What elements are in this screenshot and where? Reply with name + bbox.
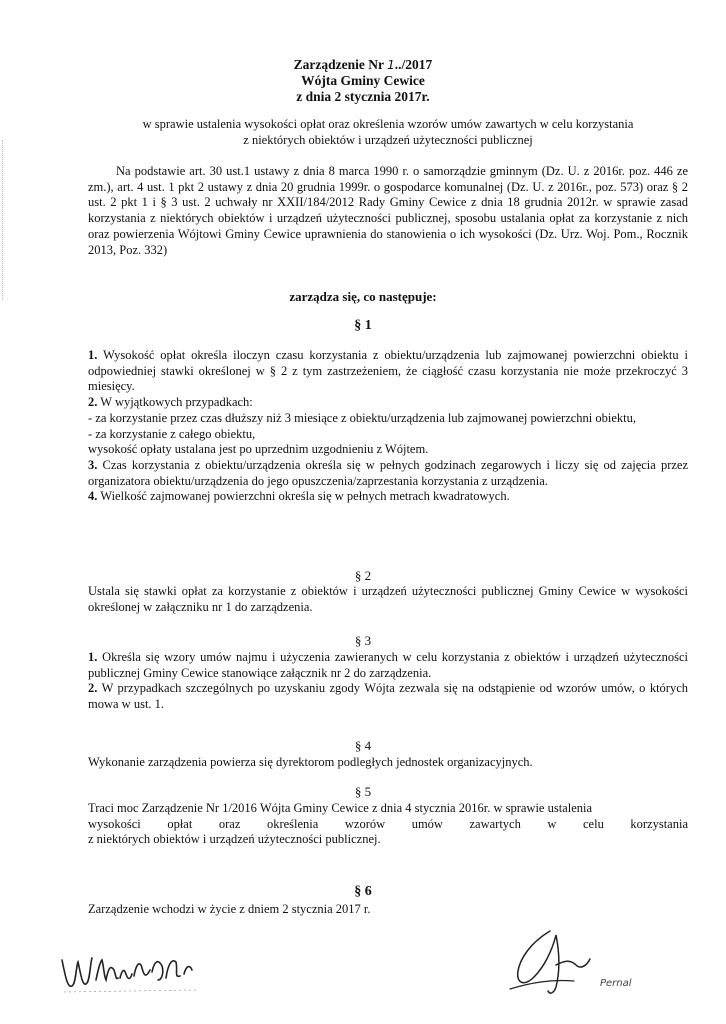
section-1-body [88,348,688,505]
subject-line-1: w sprawie ustalenia wysokości opłat oraz określenia wzorów umów zawartych w celu korzystania [142,117,634,131]
preamble-paragraph: Na podstawie art. 30 ust.1 ustawy z dnia 8 marca 1990 r. o samorządzie gminnym (Dz. U. z 2016r. poz. 446 ze zm.), art. 4 ust. 1 pkt 2 ustawy z dnia 20 grudnia 1999r. o gospodarce komunalnej (Dz. U. z 2016r., poz. 573) oraz § 2 ust. 2 pkt 1 i § 3 ust. 2 uchwały nr XXII/184/2012 Rady Gminy Cewice z dnia 18 grudnia 2012r. w sprawie zasad korzystania z niektórych obiektów i urządzeń użyteczności publicznej, sposobu ustalania opłat za korzystanie z nich oraz powierzenia Wójtowi Gminy Cewice uprawnienia do stanowienia o ich wysokości (Dz. Urz. Woj. Pom., Rocznik 2013, Poz. 332) [88,164,688,257]
title-number-handwritten: 1 [387,58,395,72]
section-3-point-2: 2. W przypadkach szczególnych po uzyskaniu zgody Wójta zezwala się na odstąpienie od wzorów umów, o których mowa w ust. 1. [88,681,688,712]
section-5-heading: § 5 [354,784,372,799]
ordering-phrase: zarządza się, co następuje: [289,289,437,304]
section-1-point-4: 4. Wielkość zajmowanej powierzchni określa się w pełnych metrach kwadratowych. [88,489,510,504]
section-5-line-3: z niektórych obiektów i urządzeń użyteczności publicznej. [88,832,381,847]
title-prefix: Zarządzenie Nr [293,57,388,72]
section-5-line-1: Traci moc Zarządzenie Nr 1/2016 Wójta Gminy Cewice z dnia 4 stycznia 2016r. w sprawie ustalenia [88,801,593,815]
section-1-point-2: 2. W wyjątkowych przypadkach: [88,395,253,410]
section-2-body: Ustala się stawki opłat za korzystanie z obiektów i urządzeń użyteczności publicznej Gminy Cewice w wysokości określonej w załączniku nr 1 do zarządzenia. [88,584,688,614]
section-1-heading: § 1 [354,318,372,333]
left-signature [58,940,208,1000]
document-title [0,57,726,73]
document-authority: Wójta Gminy Cewice [301,73,425,88]
section-3-heading: § 3 [354,633,372,648]
document-date: z dnia 2 stycznia 2017r. [296,89,430,104]
section-3-point-1: 1. Określa się wzory umów najmu i użyczenia zawieranych w celu korzystania z obiektów i urządzeń użyteczności publicznej Gminy Cewice stanowiące załącznik nr 2 do zarządzenia. [88,650,688,680]
section-4-body: Wykonanie zarządzenia powierza się dyrektorom podległych jednostek organizacyjnych. [88,755,533,769]
section-1-point-3: 3. Czas korzystania z obiektu/urządzenia określa się w pełnych godzinach zegarowych i liczy się od zajęcia przez organizatora obiektu/urządzenia do jego opuszczenia/zaprzestania korzystania z urządzenia. [88,457,689,488]
document-subject [88,117,688,148]
section-1-point-2-item-2: - za korzystanie z całego obiektu, [88,426,256,441]
scan-edge-marks [2,140,7,300]
section-6-body: Zarządzenie wchodzi w życie z dniem 2 stycznia 2017 r. [88,902,371,916]
section-3-body [88,650,688,713]
title-suffix: ../2017 [394,57,433,72]
section-4-heading: § 4 [354,738,372,753]
section-5-line-2: wysokości opłat oraz określenia wzorów umów zawartych w celu korzystania [88,816,688,831]
section-1-point-2-tail: wysokość opłaty ustalana jest po uprzednim uzgodnieniu z Wójtem. [88,442,429,457]
section-5-body [88,801,688,848]
section-1-point-1: 1. Wysokość opłat określa iloczyn czasu korzystania z obiektu/urządzenia lub zajmowanej powierzchni obiektu i odpowiedniej stawki określonej w § 2 z tym zastrzeżeniem, że ciągłość czasu korzystania nie może przekroczyć 3 miesięcy. [88,348,688,394]
section-6-heading: § 6 [354,884,372,899]
right-stamp-name: Pernal [600,978,632,989]
section-1-point-2-item-1: - za korzystanie przez czas dłuższy niż 3 miesiące z obiektu/urządzenia lub zajmowanej powierzchni obiektu, [88,410,637,425]
subject-line-2: z niektórych obiektów i urządzeń użyteczności publicznej [243,132,533,147]
section-2-heading: § 2 [354,568,372,583]
